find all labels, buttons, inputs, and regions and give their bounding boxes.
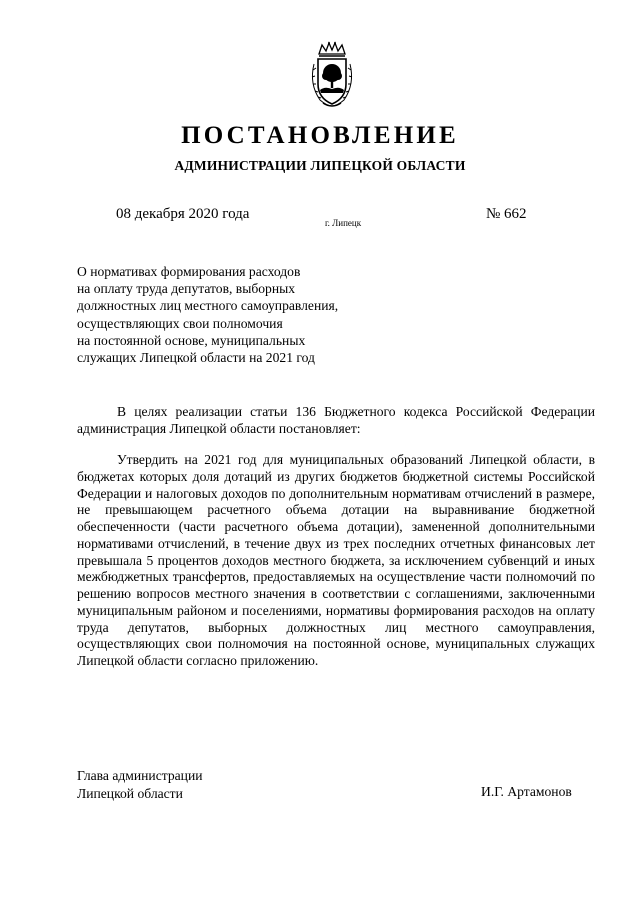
- subject-line: должностных лиц местного самоуправления,: [77, 298, 339, 314]
- signature-name: И.Г. Артамонов: [481, 784, 572, 799]
- subject-line: служащих Липецкой области на 2021 год: [77, 350, 315, 366]
- document-number: № 662: [486, 206, 527, 222]
- document-city: г. Липецк: [325, 218, 362, 228]
- body-paragraph-preamble: В целях реализации статьи 136 Бюджетного кодекса Российской Федерации администрация Липецкой области постановляет:: [77, 404, 595, 436]
- subject-line: на постоянной основе, муниципальных: [77, 332, 306, 348]
- subject-line: О нормативах формирования расходов: [77, 264, 301, 279]
- signature-role-line: Глава администрации: [77, 768, 203, 783]
- document-title: ПОСТАНОВЛЕНИЕ: [181, 122, 459, 149]
- document-date: 08 декабря 2020 года: [116, 206, 250, 222]
- document-subject: [77, 263, 407, 366]
- signature-role-line: Липецкой области: [77, 785, 183, 801]
- subject-line: на оплату труда депутатов, выборных: [77, 281, 296, 297]
- coat-of-arms-icon: [305, 40, 359, 110]
- body-paragraph-decision: Утвердить на 2021 год для муниципальных образований Липецкой области, в бюджетах которых доля дотаций из других бюджетов бюджетной системы Российской Федерации и налоговых доходов по дополнительным нормативам отчислений в размере, не превышающем расчетного объема дотации на выравнивание бюджетной обеспеченности (части расчетного объема дотации), замененной дополнительными нормативами отчислений, в течение двух из трех последних отчетных финансовых лет превышала 5 процентов доходов местного бюджета, за исключением субвенций и иных межбюджетных трансфертов, предоставляемых на осуществление части полномочий по решению вопросов местного значения в соответствии с соглашениями, заключенными муниципальным районом и поселениями, нормативы формирования расходов на оплату труда депутатов, выборных должностных лиц местного самоуправления, осуществляющих свои полномочия на постоянной основе, муниципальных служащих Липецкой области согласно приложению.: [77, 452, 595, 668]
- signature-role: [77, 767, 203, 802]
- subject-line: осуществляющих свои полномочия: [77, 315, 283, 331]
- document-subtitle: АДМИНИСТРАЦИИ ЛИПЕЦКОЙ ОБЛАСТИ: [174, 158, 466, 173]
